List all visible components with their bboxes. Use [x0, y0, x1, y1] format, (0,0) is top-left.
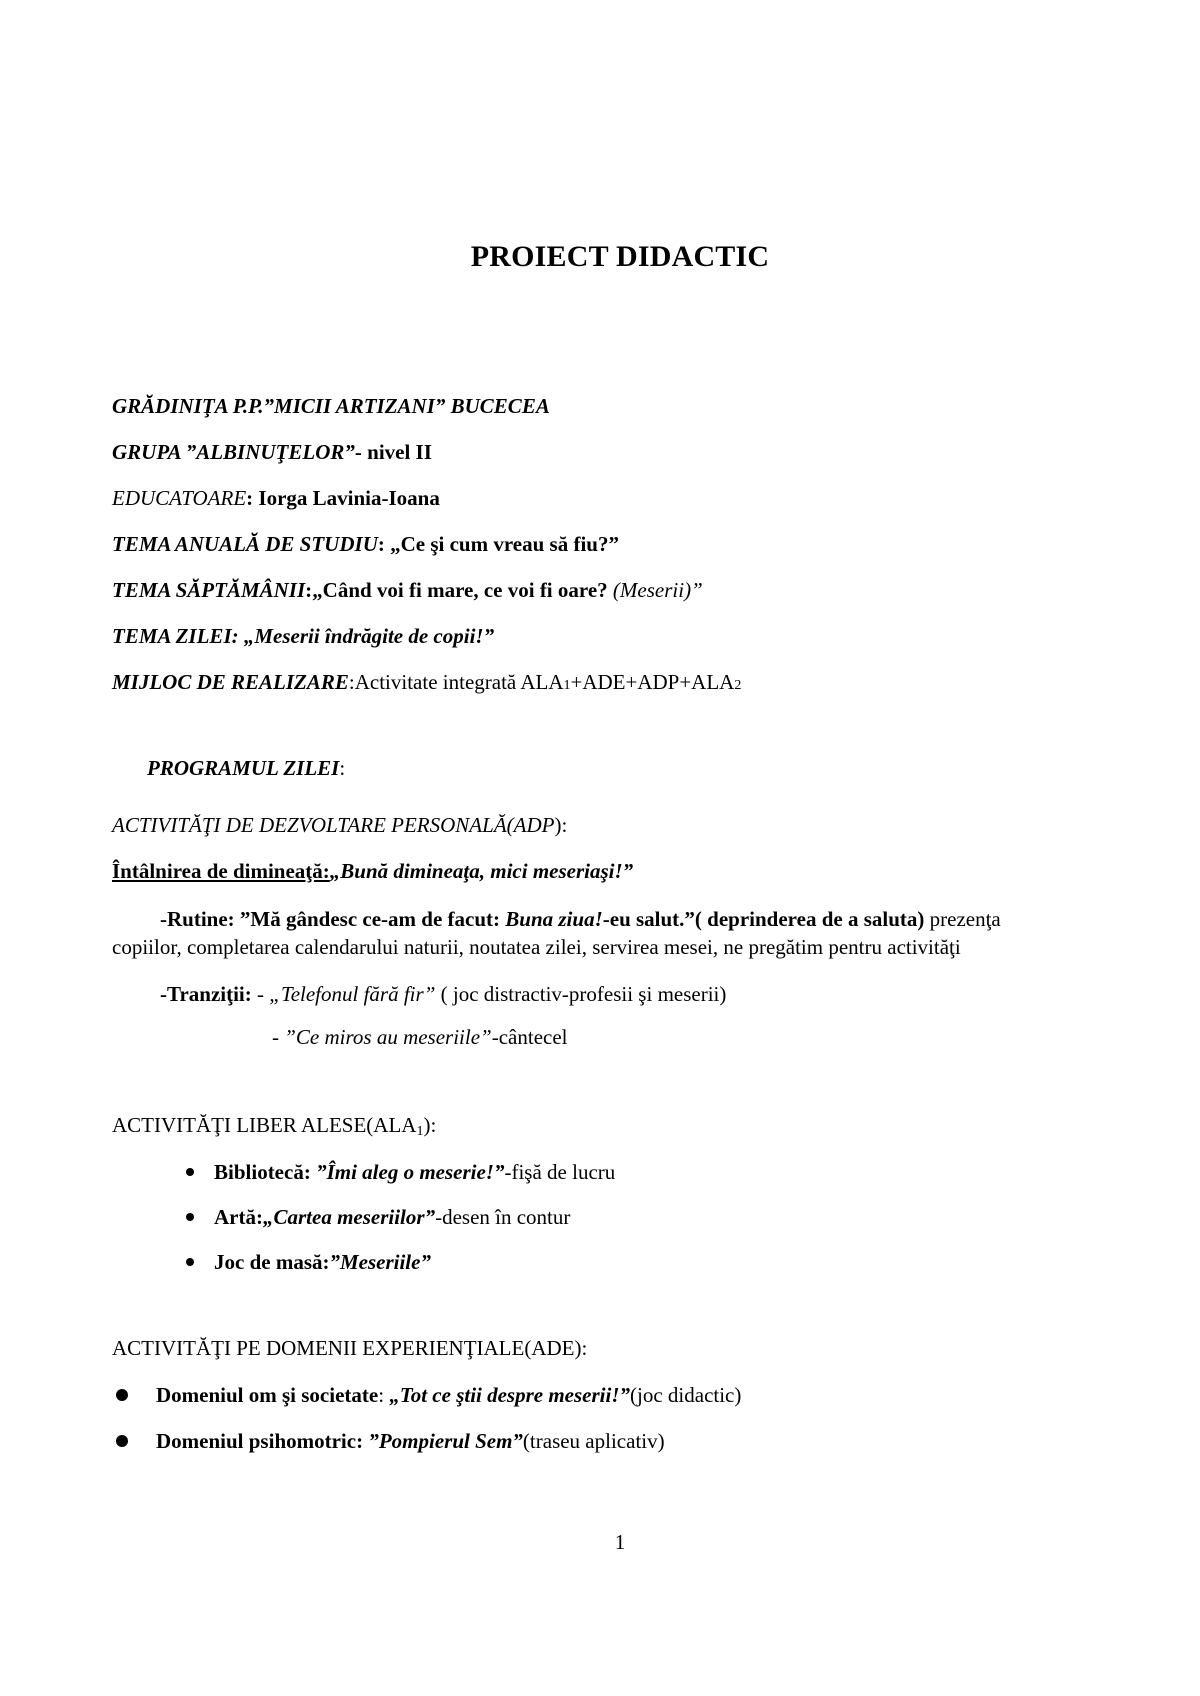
- routines-greeting: Buna ziua!: [505, 907, 603, 931]
- group-line: [112, 440, 432, 465]
- bullet-icon: [186, 1168, 194, 1176]
- domain-label: Domeniul psihomotric:: [156, 1429, 369, 1453]
- group-value: - nivel II: [354, 440, 432, 464]
- page-number: 1: [614, 1530, 626, 1554]
- method-sub-1: 1: [563, 678, 571, 693]
- method-line: [112, 670, 741, 695]
- transitions-dash: -: [251, 982, 270, 1006]
- ade-heading: [112, 1336, 587, 1361]
- method-label: MIJLOC DE REALIZARE: [112, 670, 349, 694]
- annual-theme-line: [112, 532, 619, 557]
- ala1-heading: [112, 1113, 436, 1140]
- weekly-theme-label: TEMA SĂPTĂMÂNII: [112, 578, 306, 602]
- transition-1-title: „Telefonul fără fir”: [269, 982, 436, 1006]
- day-program-colon: :: [339, 756, 346, 780]
- routines-label: -Rutine: ”Mă gândesc ce-am de facut:: [160, 907, 506, 931]
- ala1-heading-sub: 1: [416, 1124, 424, 1139]
- center-title: ”Îmi aleg o meserie!”: [316, 1160, 505, 1184]
- daily-theme-line: [112, 624, 494, 649]
- annual-theme-label: TEMA ANUALĂ DE STUDIU: [112, 532, 378, 556]
- ala1-heading-text: ACTIVITĂŢI LIBER ALESE(ALA: [112, 1113, 417, 1137]
- routines-line: [160, 907, 1001, 932]
- center-title: ”Meseriile”: [329, 1250, 431, 1274]
- ala1-item: [186, 1250, 431, 1275]
- domain-title: „Tot ce ştii despre meserii!”: [389, 1383, 631, 1407]
- bullet-icon: [186, 1213, 194, 1221]
- domain-desc: (traseu aplicativ): [522, 1429, 665, 1453]
- ade-heading-text: ACTIVITĂŢI PE DOMENII EXPERIENŢIALE(ADE):: [112, 1336, 588, 1360]
- transition-2-dash: -: [272, 1025, 285, 1049]
- domain-desc: (joc didactic): [630, 1383, 742, 1407]
- morning-meeting-value: „Bună dimineaţa, mici meseriaşi!”: [329, 859, 634, 883]
- adp-heading: [112, 813, 567, 838]
- kindergarten-name: GRĂDINIŢA P.P.”MICII ARTIZANI” BUCECEA: [112, 394, 550, 418]
- center-label: Joc de masă:: [214, 1250, 330, 1274]
- method-sub-2: 2: [734, 678, 742, 693]
- teacher-value: : Iorga Lavinia-Ioana: [246, 486, 440, 510]
- center-label: Bibliotecă:: [214, 1160, 317, 1184]
- transition-1-desc: ( joc distractiv-profesii şi meserii): [435, 982, 727, 1006]
- transition-2-desc: -cântecel: [491, 1025, 568, 1049]
- ala1-item: [186, 1160, 615, 1185]
- bullet-icon: [116, 1435, 128, 1447]
- transitions-line-2: [272, 1025, 568, 1050]
- kindergarten-line: [112, 394, 550, 419]
- routines-details: copiilor, completarea calendarului naturii, noutatea zilei, servirea mesei, ne pregătim pentru activităţi: [112, 935, 961, 959]
- adp-heading-end: ):: [554, 813, 568, 837]
- morning-meeting-line: [112, 859, 633, 884]
- annual-theme-value: : „Ce şi cum vreau să fiu?”: [377, 532, 619, 556]
- routines-line-2: [112, 935, 961, 960]
- method-value: :Activitate integrată ALA: [348, 670, 564, 694]
- transitions-line: [160, 982, 726, 1007]
- center-label: Artă:: [214, 1205, 263, 1229]
- ade-item: [116, 1429, 665, 1454]
- center-title: „Cartea meseriilor”: [262, 1205, 436, 1229]
- bullet-icon: [116, 1389, 128, 1401]
- morning-meeting-label: Întâlnirea de dimineaţă:: [112, 859, 330, 883]
- ala1-item: [186, 1205, 570, 1230]
- bullet-icon: [186, 1258, 194, 1266]
- domain-title: ”Pompierul Sem”: [368, 1429, 523, 1453]
- method-value-2: +ADE+ADP+ALA: [570, 670, 735, 694]
- teacher-line: [112, 486, 440, 511]
- daily-theme: TEMA ZILEI: „Meserii îndrăgite de copii!”: [112, 624, 495, 648]
- domain-label: Domeniul om şi societate: [156, 1383, 379, 1407]
- ade-item: [116, 1383, 741, 1408]
- adp-heading-text: ACTIVITĂŢI DE DEZVOLTARE PERSONALĂ(ADP: [112, 813, 555, 837]
- weekly-theme-extra: (Meserii)”: [612, 578, 703, 602]
- center-desc: -desen în contur: [435, 1205, 571, 1229]
- weekly-theme-line: [112, 578, 703, 603]
- domain-colon: :: [378, 1383, 390, 1407]
- page-title: PROIECT DIDACTIC: [470, 240, 770, 273]
- weekly-theme-value: :„Când voi fi mare, ce voi fi oare?: [305, 578, 613, 602]
- transition-2-title: ”Ce miros au meseriile”: [284, 1025, 492, 1049]
- day-program-label: PROGRAMUL ZILEI: [147, 756, 340, 780]
- ala1-heading-end: ):: [423, 1113, 437, 1137]
- group-label: GRUPA ”ALBINUŢELOR”: [112, 440, 355, 464]
- routines-rest: prezenţa: [924, 907, 1001, 931]
- center-desc: -fişă de lucru: [504, 1160, 616, 1184]
- day-program-heading: [147, 756, 345, 781]
- routines-skill: -eu salut.”( deprinderea de a saluta): [602, 907, 925, 931]
- teacher-label: EDUCATOARE: [112, 486, 247, 510]
- transitions-label: -Tranziţii:: [160, 982, 252, 1006]
